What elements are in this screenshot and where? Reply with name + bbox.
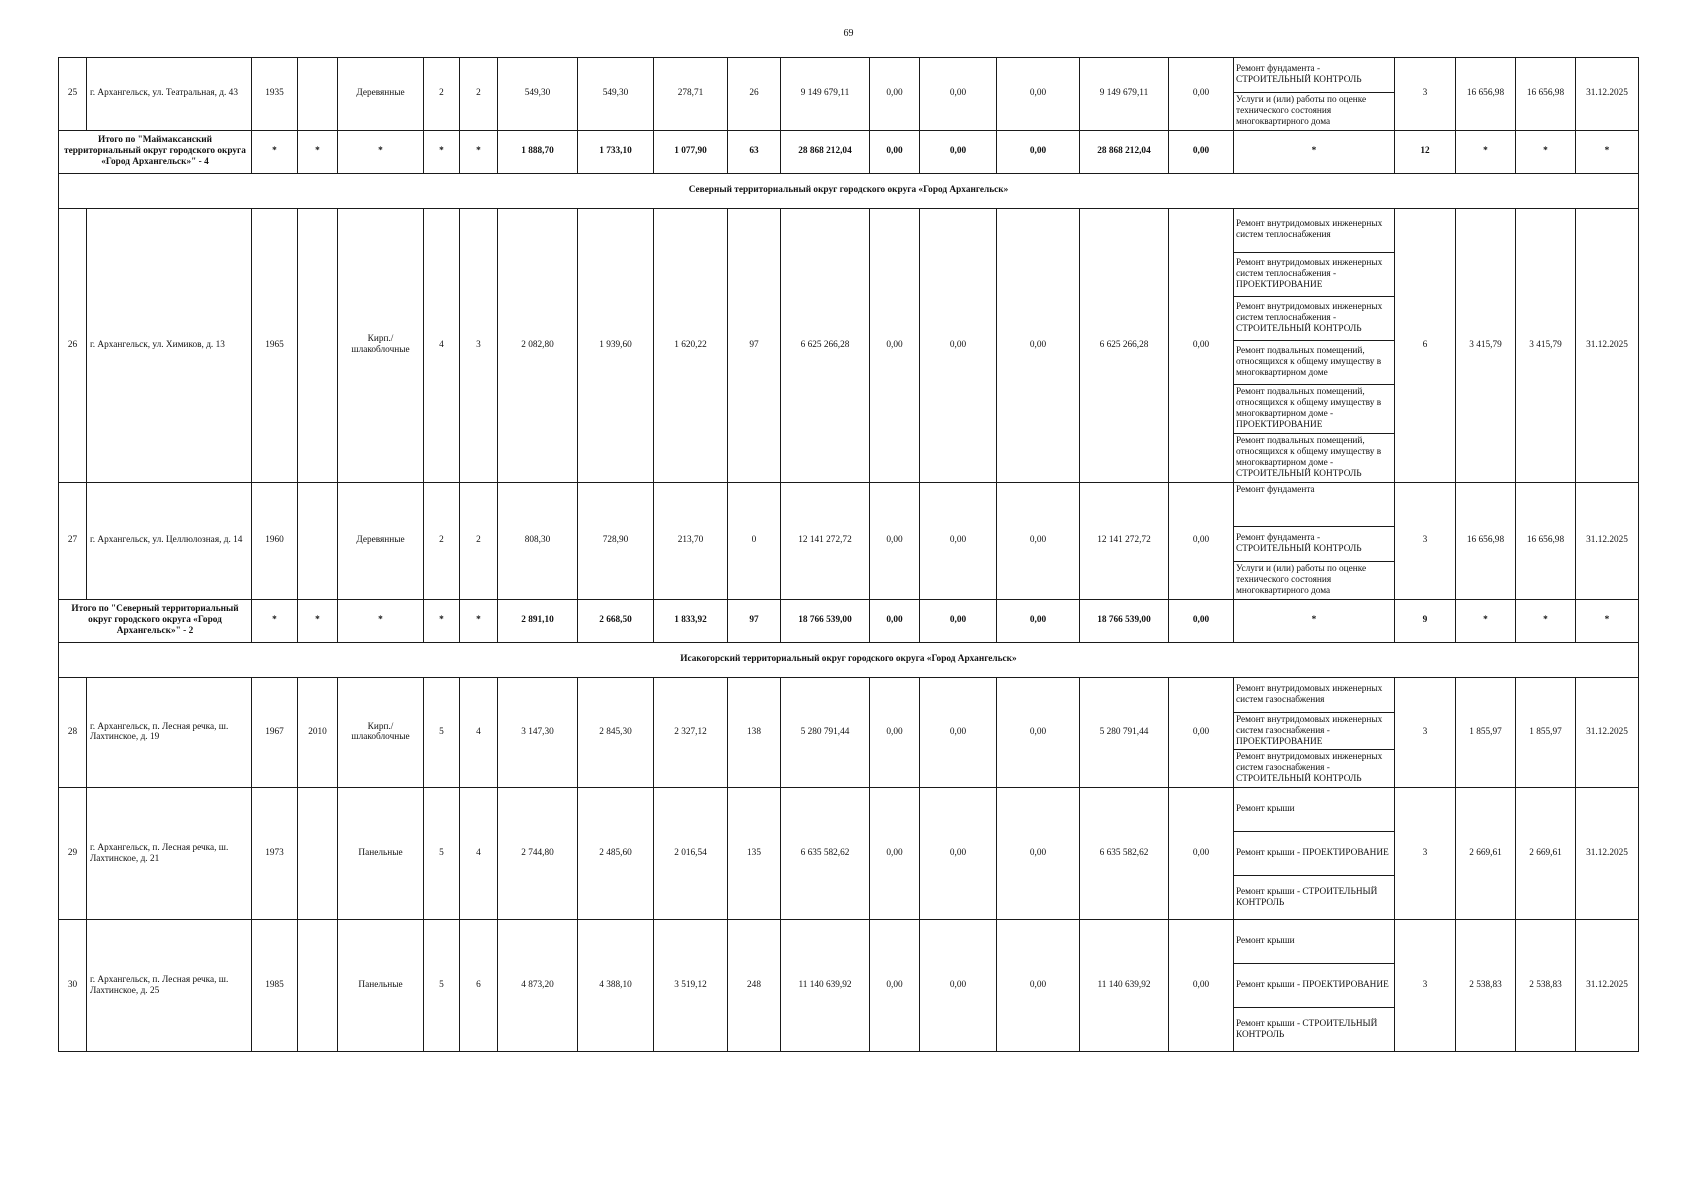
- cell-unit-cost: 3 415,79: [1456, 208, 1516, 482]
- total-star: *: [298, 599, 338, 642]
- cell-work-count: 6: [1395, 208, 1456, 482]
- total-star: *: [1576, 130, 1639, 173]
- total-star: *: [1576, 599, 1639, 642]
- cell-entrances: 4: [460, 788, 498, 920]
- total-star: *: [460, 599, 498, 642]
- cell-fund-reg: 0,00: [920, 920, 997, 1052]
- cell-area-living: 728,90: [578, 482, 654, 599]
- cell-wall: Кирп./ шлакоблочные: [338, 677, 424, 788]
- cell-cost-total: 6 635 582,62: [781, 788, 870, 920]
- cell-work-count: 3: [1395, 58, 1456, 131]
- total-star: *: [338, 599, 424, 642]
- cell-n: 25: [59, 58, 87, 131]
- cell-fund-fed: 0,00: [870, 208, 920, 482]
- cell-address: г. Архангельск, ул. Целлюлозная, д. 14: [87, 482, 252, 599]
- cell-fund-reg: 0,00: [920, 208, 997, 482]
- section-header-row: [59, 642, 1639, 677]
- work-item: Ремонт крыши - ПРОЕКТИРОВАНИЕ: [1234, 832, 1395, 876]
- cell-work-count: 3: [1395, 920, 1456, 1052]
- cell-year-overhaul: [298, 788, 338, 920]
- cell-wall: Деревянные: [338, 58, 424, 131]
- cell-fund-reg: 0,00: [920, 482, 997, 599]
- cell-residents: 248: [728, 920, 781, 1052]
- total-area-living: 2 668,50: [578, 599, 654, 642]
- cell-unit-cost-max: 3 415,79: [1516, 208, 1576, 482]
- cell-floors: 5: [424, 677, 460, 788]
- cell-year-overhaul: [298, 920, 338, 1052]
- cell-unit-cost: 1 855,97: [1456, 677, 1516, 788]
- cell-fund-mun: 0,00: [997, 920, 1080, 1052]
- work-item: Ремонт внутридомовых инженерных систем газоснабжения - ПРОЕКТИРОВАНИЕ: [1234, 712, 1395, 750]
- total-cost-total: 28 868 212,04: [781, 130, 870, 173]
- cell-floors: 2: [424, 482, 460, 599]
- total-fund-mun: 0,00: [997, 599, 1080, 642]
- cell-year-built: 1935: [252, 58, 298, 131]
- cell-wall: Кирп./ шлакоблочные: [338, 208, 424, 482]
- cell-n: 27: [59, 482, 87, 599]
- total-star: *: [1456, 130, 1516, 173]
- cell-work-count: 3: [1395, 677, 1456, 788]
- cell-unit-cost: 2 538,83: [1456, 920, 1516, 1052]
- table-row: [59, 482, 1639, 526]
- work-item: Ремонт фундамента - СТРОИТЕЛЬНЫЙ КОНТРОЛЬ: [1234, 58, 1395, 93]
- cell-area-total: 549,30: [498, 58, 578, 131]
- cell-area-living: 2 845,30: [578, 677, 654, 788]
- cell-fund-reg: 0,00: [920, 677, 997, 788]
- cell-area-living: 4 388,10: [578, 920, 654, 1052]
- cell-work-count: 3: [1395, 482, 1456, 599]
- total-area-private: 1 833,92: [654, 599, 728, 642]
- total-area-total: 2 891,10: [498, 599, 578, 642]
- cell-cost-total: 12 141 272,72: [781, 482, 870, 599]
- cell-wall: Деревянные: [338, 482, 424, 599]
- cell-area-private: 1 620,22: [654, 208, 728, 482]
- table-row: [59, 788, 1639, 832]
- cell-area-living: 1 939,60: [578, 208, 654, 482]
- cell-address: г. Архангельск, ул. Химиков, д. 13: [87, 208, 252, 482]
- cell-n: 28: [59, 677, 87, 788]
- cell-area-private: 3 519,12: [654, 920, 728, 1052]
- work-item: Ремонт крыши: [1234, 788, 1395, 832]
- cell-unit-cost-max: 16 656,98: [1516, 58, 1576, 131]
- cell-wall: Панельные: [338, 920, 424, 1052]
- cell-area-private: 278,71: [654, 58, 728, 131]
- cell-area-total: 2 744,80: [498, 788, 578, 920]
- cell-deadline: 31.12.2025: [1576, 920, 1639, 1052]
- section-title: Северный территориальный округ городского округа «Город Архангельск»: [59, 173, 1639, 208]
- cell-deadline: 31.12.2025: [1576, 58, 1639, 131]
- cell-fund-owners: 6 625 266,28: [1080, 208, 1169, 482]
- cell-area-total: 4 873,20: [498, 920, 578, 1052]
- cell-entrances: 3: [460, 208, 498, 482]
- total-fund-fed: 0,00: [870, 130, 920, 173]
- work-item: Ремонт крыши - ПРОЕКТИРОВАНИЕ: [1234, 964, 1395, 1008]
- cell-deadline: 31.12.2025: [1576, 677, 1639, 788]
- total-fund-other: 0,00: [1169, 130, 1234, 173]
- cell-area-private: 2 016,54: [654, 788, 728, 920]
- total-star: *: [1516, 599, 1576, 642]
- cell-year-built: 1985: [252, 920, 298, 1052]
- work-item: Услуги и (или) работы по оценке технического состояния многоквартирного дома: [1234, 561, 1395, 599]
- total-star: *: [424, 130, 460, 173]
- work-item: Ремонт крыши - СТРОИТЕЛЬНЫЙ КОНТРОЛЬ: [1234, 876, 1395, 920]
- cell-area-private: 213,70: [654, 482, 728, 599]
- work-item: Услуги и (или) работы по оценке технического состояния многоквартирного дома: [1234, 93, 1395, 131]
- cell-fund-owners: 6 635 582,62: [1080, 788, 1169, 920]
- work-item: Ремонт крыши - СТРОИТЕЛЬНЫЙ КОНТРОЛЬ: [1234, 1008, 1395, 1052]
- cell-entrances: 2: [460, 58, 498, 131]
- cell-area-private: 2 327,12: [654, 677, 728, 788]
- page-number: 69: [843, 28, 854, 39]
- work-item: Ремонт внутридомовых инженерных систем теплоснабжения - ПРОЕКТИРОВАНИЕ: [1234, 252, 1395, 296]
- cell-deadline: 31.12.2025: [1576, 208, 1639, 482]
- table-row: [59, 58, 1639, 93]
- cell-fund-owners: 12 141 272,72: [1080, 482, 1169, 599]
- cell-fund-mun: 0,00: [997, 482, 1080, 599]
- total-residents: 97: [728, 599, 781, 642]
- cell-unit-cost-max: 2 538,83: [1516, 920, 1576, 1052]
- total-area-private: 1 077,90: [654, 130, 728, 173]
- table-row: [59, 920, 1639, 964]
- cell-fund-fed: 0,00: [870, 788, 920, 920]
- cell-fund-mun: 0,00: [997, 677, 1080, 788]
- total-work-count: 12: [1395, 130, 1456, 173]
- total-fund-reg: 0,00: [920, 130, 997, 173]
- cell-year-built: 1965: [252, 208, 298, 482]
- total-row: [59, 130, 1639, 173]
- cell-fund-owners: 5 280 791,44: [1080, 677, 1169, 788]
- total-fund-other: 0,00: [1169, 599, 1234, 642]
- cell-area-total: 2 082,80: [498, 208, 578, 482]
- cell-fund-mun: 0,00: [997, 58, 1080, 131]
- work-item: Ремонт внутридомовых инженерных систем теплоснабжения - СТРОИТЕЛЬНЫЙ КОНТРОЛЬ: [1234, 296, 1395, 340]
- cell-year-built: 1960: [252, 482, 298, 599]
- cell-year-built: 1967: [252, 677, 298, 788]
- total-star: *: [1234, 130, 1395, 173]
- table-row: [59, 208, 1639, 252]
- cell-fund-other: 0,00: [1169, 208, 1234, 482]
- total-residents: 63: [728, 130, 781, 173]
- cell-deadline: 31.12.2025: [1576, 788, 1639, 920]
- total-label: Итого по "Северный территориальный округ городского округа «Город Архангельск»" - 2: [59, 599, 252, 642]
- cell-unit-cost-max: 1 855,97: [1516, 677, 1576, 788]
- total-fund-owners: 18 766 539,00: [1080, 599, 1169, 642]
- total-star: *: [1234, 599, 1395, 642]
- cell-year-overhaul: [298, 58, 338, 131]
- cell-area-living: 549,30: [578, 58, 654, 131]
- cell-address: г. Архангельск, п. Лесная речка, ш. Лахтинское, д. 19: [87, 677, 252, 788]
- table-row: [59, 677, 1639, 712]
- cell-residents: 138: [728, 677, 781, 788]
- cell-fund-owners: 9 149 679,11: [1080, 58, 1169, 131]
- cell-cost-total: 6 625 266,28: [781, 208, 870, 482]
- total-star: *: [252, 130, 298, 173]
- cell-area-total: 808,30: [498, 482, 578, 599]
- capital-repair-table: [58, 57, 1639, 1052]
- total-work-count: 9: [1395, 599, 1456, 642]
- total-fund-fed: 0,00: [870, 599, 920, 642]
- cell-entrances: 4: [460, 677, 498, 788]
- cell-n: 26: [59, 208, 87, 482]
- work-item: Ремонт внутридомовых инженерных систем газоснабжения: [1234, 677, 1395, 712]
- cell-year-overhaul: [298, 208, 338, 482]
- cell-address: г. Архангельск, ул. Театральная, д. 43: [87, 58, 252, 131]
- cell-unit-cost: 16 656,98: [1456, 58, 1516, 131]
- cell-floors: 5: [424, 920, 460, 1052]
- cell-fund-mun: 0,00: [997, 788, 1080, 920]
- total-area-living: 1 733,10: [578, 130, 654, 173]
- total-fund-owners: 28 868 212,04: [1080, 130, 1169, 173]
- cell-fund-other: 0,00: [1169, 677, 1234, 788]
- total-star: *: [1516, 130, 1576, 173]
- cell-fund-other: 0,00: [1169, 788, 1234, 920]
- cell-fund-fed: 0,00: [870, 920, 920, 1052]
- cell-floors: 5: [424, 788, 460, 920]
- cell-year-overhaul: 2010: [298, 677, 338, 788]
- cell-n: 30: [59, 920, 87, 1052]
- total-star: *: [460, 130, 498, 173]
- total-fund-reg: 0,00: [920, 599, 997, 642]
- total-star: *: [424, 599, 460, 642]
- work-item: Ремонт подвальных помещений, относящихся к общему имуществу в многоквартирном доме - СТРОИТЕЛЬНЫЙ КОНТРОЛЬ: [1234, 433, 1395, 482]
- cell-fund-reg: 0,00: [920, 788, 997, 920]
- work-item: Ремонт фундамента: [1234, 482, 1395, 526]
- cell-unit-cost-max: 2 669,61: [1516, 788, 1576, 920]
- total-area-total: 1 888,70: [498, 130, 578, 173]
- cell-floors: 4: [424, 208, 460, 482]
- cell-entrances: 6: [460, 920, 498, 1052]
- cell-residents: 0: [728, 482, 781, 599]
- total-label: Итого по "Маймаксанский территориальный округ городского округа «Город Архангельск»" - 4: [59, 130, 252, 173]
- cell-year-built: 1973: [252, 788, 298, 920]
- cell-entrances: 2: [460, 482, 498, 599]
- cell-fund-fed: 0,00: [870, 677, 920, 788]
- cell-work-count: 3: [1395, 788, 1456, 920]
- work-item: Ремонт внутридомовых инженерных систем газоснабжения - СТРОИТЕЛЬНЫЙ КОНТРОЛЬ: [1234, 750, 1395, 788]
- total-star: *: [252, 599, 298, 642]
- cell-fund-fed: 0,00: [870, 482, 920, 599]
- cell-residents: 135: [728, 788, 781, 920]
- cell-deadline: 31.12.2025: [1576, 482, 1639, 599]
- cell-unit-cost-max: 16 656,98: [1516, 482, 1576, 599]
- work-item: Ремонт подвальных помещений, относящихся к общему имуществу в многоквартирном доме - ПРОЕКТИРОВАНИЕ: [1234, 384, 1395, 433]
- total-star: *: [1456, 599, 1516, 642]
- cell-fund-reg: 0,00: [920, 58, 997, 131]
- cell-fund-fed: 0,00: [870, 58, 920, 131]
- section-header-row: [59, 173, 1639, 208]
- cell-cost-total: 9 149 679,11: [781, 58, 870, 131]
- cell-residents: 97: [728, 208, 781, 482]
- work-item: Ремонт подвальных помещений, относящихся к общему имуществу в многоквартирном доме: [1234, 340, 1395, 384]
- cell-floors: 2: [424, 58, 460, 131]
- cell-residents: 26: [728, 58, 781, 131]
- work-item: Ремонт фундамента - СТРОИТЕЛЬНЫЙ КОНТРОЛЬ: [1234, 526, 1395, 561]
- cell-fund-owners: 11 140 639,92: [1080, 920, 1169, 1052]
- cell-wall: Панельные: [338, 788, 424, 920]
- cell-area-living: 2 485,60: [578, 788, 654, 920]
- cell-year-overhaul: [298, 482, 338, 599]
- cell-address: г. Архангельск, п. Лесная речка, ш. Лахтинское, д. 25: [87, 920, 252, 1052]
- cell-unit-cost: 16 656,98: [1456, 482, 1516, 599]
- cell-n: 29: [59, 788, 87, 920]
- total-star: *: [338, 130, 424, 173]
- cell-unit-cost: 2 669,61: [1456, 788, 1516, 920]
- total-row: [59, 599, 1639, 642]
- cell-cost-total: 5 280 791,44: [781, 677, 870, 788]
- cell-fund-mun: 0,00: [997, 208, 1080, 482]
- cell-fund-other: 0,00: [1169, 920, 1234, 1052]
- work-item: Ремонт внутридомовых инженерных систем теплоснабжения: [1234, 208, 1395, 252]
- section-title: Исакогорский территориальный округ городского округа «Город Архангельск»: [59, 642, 1639, 677]
- cell-fund-other: 0,00: [1169, 482, 1234, 599]
- total-fund-mun: 0,00: [997, 130, 1080, 173]
- cell-cost-total: 11 140 639,92: [781, 920, 870, 1052]
- work-item: Ремонт крыши: [1234, 920, 1395, 964]
- cell-address: г. Архангельск, п. Лесная речка, ш. Лахтинское, д. 21: [87, 788, 252, 920]
- cell-fund-other: 0,00: [1169, 58, 1234, 131]
- total-star: *: [298, 130, 338, 173]
- total-cost-total: 18 766 539,00: [781, 599, 870, 642]
- cell-area-total: 3 147,30: [498, 677, 578, 788]
